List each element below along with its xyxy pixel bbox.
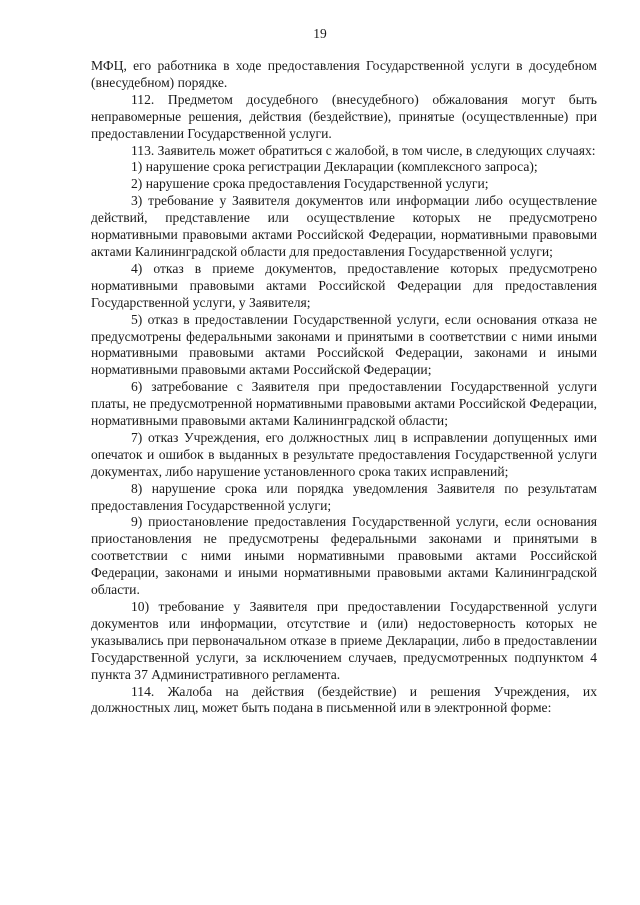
paragraph: 3) требование у Заявителя документов или информации либо осуществление действий, представление или осуществление которых не предусмотрено нормативными правовыми актами Российской Федерации, нормативными правовыми актами Калининградской области для предоставления Государственной услуги; [91, 193, 597, 259]
paragraph: МФЦ, его работника в ходе предоставления Государственной услуги в досудебном (внесудебном) порядке. [91, 58, 597, 90]
document-body [91, 58, 597, 717]
paragraph: 8) нарушение срока или порядка уведомления Заявителя по результатам предоставления Государственной услуги; [91, 480, 597, 513]
paragraph: 10) требование у Заявителя при предоставлении Государственной услуги документов или информации, отсутствие и (или) недостоверность которых не указывались при первоначальном отказе в приеме Декларации, либо в предоставлении Государственной услуги, за исключением случаев, предусмотренных подпунктом 4 пункта 37 Административного регламента. [91, 599, 597, 682]
paragraph: 2) нарушение срока предоставления Государственной услуги; [131, 176, 489, 192]
page-number: 19 [313, 26, 327, 41]
paragraph: 5) отказ в предоставлении Государственной услуги, если основания отказа не предусмотрены федеральными законами и принятыми в соответствии с ними иными нормативными правовыми актами Российской Федерации, законами и иными нормативными правовыми актами Российской Федерации; [91, 311, 597, 378]
paragraph: 114. Жалоба на действия (бездействие) и решения Учреждения, их должностных лиц, может быть подана в письменной или в электронной форме: [91, 683, 597, 716]
paragraph: 1) нарушение срока регистрации Декларации (комплексного запроса); [131, 159, 538, 175]
paragraph: 9) приостановление предоставления Государственной услуги, если основания приостановления не предусмотрены федеральными законами и принятыми в соответствии с ними иными нормативными правовыми актами Российской Федерации, законами и иными нормативными правовыми актами Калининградской области. [91, 514, 597, 598]
paragraph: 7) отказ Учреждения, его должностных лиц в исправлении допущенных ими опечаток и ошибок в выданных в результате предоставления Государственной услуги документах, либо нарушение установленного срока таких исправлений; [91, 429, 597, 479]
paragraph: 112. Предметом досудебного (внесудебного) обжалования могут быть неправомерные решения, действия (бездействие), принятые (осуществленные) при предоставлении Государственной услуги. [91, 91, 597, 141]
paragraph: 4) отказ в приеме документов, предоставление которых предусмотрено нормативными правовыми актами Российской Федерации для предоставления Государственной услуги, у Заявителя; [91, 260, 597, 310]
paragraph: 113. Заявитель может обратиться с жалобой, в том числе, в следующих случаях: [131, 142, 596, 158]
paragraph: 6) затребование с Заявителя при предоставлении Государственной услуги платы, не предусмотренной нормативными правовыми актами Российской Федерации, нормативными правовыми актами Калининградской области; [91, 379, 597, 429]
